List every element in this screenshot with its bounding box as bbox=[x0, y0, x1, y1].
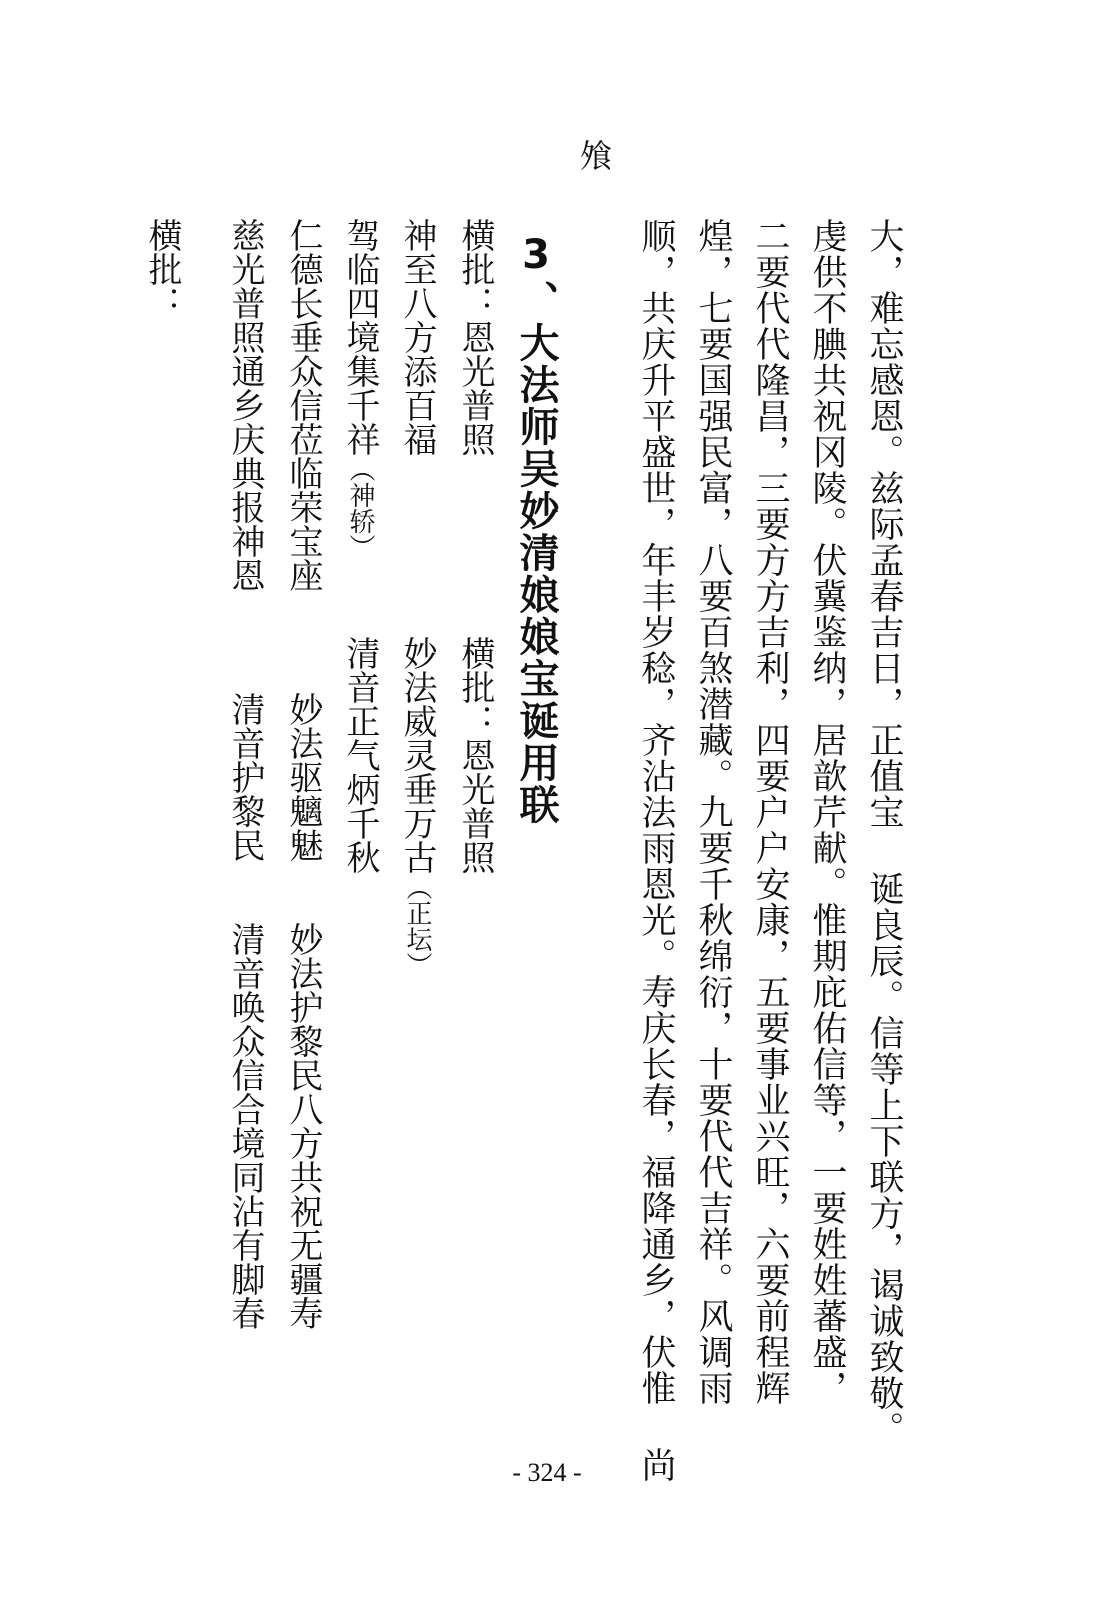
running-header: 飧 bbox=[580, 137, 613, 175]
couplet-2-right: 清音正气炳千秋 bbox=[340, 636, 380, 874]
couplet-4-right-a: 清音护黎民 bbox=[225, 692, 265, 862]
banner-last: 横批： bbox=[142, 218, 182, 320]
section-heading bbox=[513, 232, 559, 826]
couplet-1-left: 神至八方添百福 bbox=[397, 218, 437, 456]
couplet-3-right-b: 妙法护黎民八方共祝无疆寿 bbox=[283, 922, 323, 1330]
prose-column-4: 煌，七要国强民富，八要百煞潜藏。九要千秋绵衍，十要代代吉祥。风调雨 bbox=[693, 218, 733, 1406]
couplet-2-note: （神轿） bbox=[345, 456, 375, 560]
section-title: 大法师吴妙清娘娘宝诞用联 bbox=[513, 322, 559, 826]
banner-2: 横批：恩光普照 bbox=[455, 636, 495, 874]
couplet-3-left: 仁德长垂众信莅临荣宝座 bbox=[283, 218, 323, 592]
page-number: - 324 - bbox=[512, 1458, 582, 1487]
section-number: 3、 bbox=[513, 232, 559, 322]
couplet-2-left bbox=[340, 218, 380, 560]
couplet-2-left-text: 驾临四境集千祥 bbox=[340, 218, 380, 456]
prose-column-3: 二要代代隆昌，三要方方吉利，四要户户安康，五要事业兴旺，六要前程辉 bbox=[750, 218, 790, 1406]
couplet-1-note: （正坛） bbox=[402, 874, 432, 978]
banner-1: 横批：恩光普照 bbox=[455, 218, 495, 456]
couplet-1-right bbox=[397, 636, 437, 978]
prose-column-2: 虔供不腆共祝冈陵。伏冀鉴纳，居歆芹献。惟期庇佑信等，一要姓姓蕃盛， bbox=[807, 218, 847, 1406]
couplet-4-right-b: 清音唤众信合境同沾有脚春 bbox=[225, 922, 265, 1330]
couplet-1-right-text: 妙法威灵垂万古 bbox=[397, 636, 437, 874]
couplet-3-right-a: 妙法驱魑魅 bbox=[283, 692, 323, 862]
prose-column-1: 大，难忘感恩。兹际孟春吉日，正值宝 诞良辰。信等上下联方，谒诚致敬。 bbox=[864, 218, 904, 1447]
prose-column-5: 顺，共庆升平盛世，年丰岁稔，齐沾法雨恩光。寿庆长春，福降通乡，伏惟 尚 bbox=[636, 218, 676, 1483]
couplet-4-left: 慈光普照通乡庆典报神恩 bbox=[225, 218, 265, 592]
